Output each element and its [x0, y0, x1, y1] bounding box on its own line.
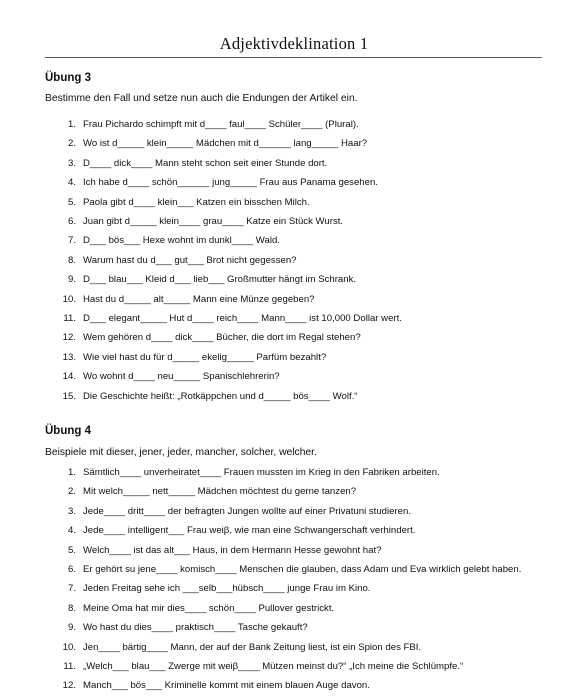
ubung4-heading: Übung 4: [45, 425, 91, 437]
item-text: Wie viel hast du für d_____ ekelig_____ Parfüm bezahlt?: [83, 351, 327, 363]
item-number: 11.: [63, 313, 76, 324]
item-text: Meine Oma hat mir dies____ schön____ Pullover gestrickt.: [83, 602, 335, 614]
item-text: Die Geschichte heißt: „Rotkäppchen und d_____ bös____ Wolf.“: [83, 390, 358, 402]
item-number: 5.: [67, 196, 76, 208]
item-number: 10.: [62, 641, 76, 653]
item-text: Jeden Freitag sehe ich ___selb___hübsch____ junge Frau im Kino.: [83, 583, 371, 595]
title-divider: [45, 57, 542, 58]
item-number: 13.: [62, 351, 76, 363]
item-text: „Welch___ blau___ Zwerge mit weiβ____ Mützen meinst du?“ „Ich meine die Schlümpfe.“: [83, 661, 464, 672]
ubung3-instruction: Bestimme den Fall und setze nun auch die Endungen der Artikel ein.: [45, 93, 358, 104]
item-number: 12.: [62, 680, 76, 692]
item-text: Juan gibt d_____ klein____ grau____ Katze ein Stück Wurst.: [83, 216, 344, 227]
item-number: 7.: [67, 583, 76, 595]
item-text: Hast du d_____ alt_____ Mann eine Münze gegeben?: [83, 293, 315, 305]
item-text: Wo hast du dies____ praktisch____ Tasche gekauft?: [83, 622, 308, 634]
item-number: 8.: [67, 254, 76, 266]
item-text: Er gehört su jene____ komisch____ Menschen die glauben, dass Adam und Eva wirklich gelebt haben.: [83, 564, 522, 575]
item-number: 10.: [62, 293, 76, 305]
item-text: D____ dick____ Mann steht schon seit einer Stunde dort.: [83, 157, 328, 169]
item-number: 6.: [67, 564, 76, 575]
item-text: Wem gehören d____ dick____ Bücher, die dort im Regal stehen?: [83, 332, 361, 344]
item-number: 8.: [67, 602, 76, 614]
item-text: Paola gibt d____ klein___ Katzen ein bisschen Milch.: [83, 196, 310, 208]
item-text: Sämtlich____ unverheiratet____ Frauen mussten im Krieg in den Fabriken arbeiten.: [83, 467, 440, 478]
item-number: 9.: [67, 274, 76, 286]
page-title: Adjektivdeklination 1: [219, 34, 369, 53]
item-text: Jede____ intelligent___ Frau weiβ, wie man eine Schwangerschaft verhindert.: [83, 525, 416, 537]
item-text: Ich habe d____ schön______ jung_____ Frau aus Panama gesehen.: [83, 177, 378, 189]
item-number: 1.: [67, 467, 76, 478]
item-text: Jede____ dritt____ der befragten Jungen wollte auf einer Privatuni studieren.: [83, 505, 412, 517]
item-number: 4.: [67, 177, 76, 189]
item-text: D___ elegant_____ Hut d____ reich____ Mann____ ist 10,000 Dollar wert.: [83, 313, 402, 324]
item-number: 6.: [67, 216, 76, 227]
item-number: 12.: [62, 332, 76, 344]
item-number: 1.: [67, 119, 76, 130]
item-text: Jen____ bärtig____ Mann, der auf der Bank Zeitung liest, ist ein Spion des FBI.: [83, 641, 422, 653]
item-number: 2.: [67, 486, 76, 498]
item-text: Wo ist d_____ klein_____ Mädchen mit d______ lang_____ Haar?: [83, 138, 368, 150]
item-text: Wo wohnt d____ neu_____ Spanischlehrerin?: [83, 371, 280, 383]
item-number: 14.: [62, 371, 76, 383]
item-number: 9.: [67, 622, 76, 634]
item-number: 3.: [67, 157, 76, 169]
item-text: D___ blau___ Kleid d___ lieb___ Großmutter hängt im Schrank.: [83, 274, 357, 286]
item-text: Warum hast du d___ gut___ Brot nicht gegessen?: [83, 254, 297, 266]
item-text: D___ bös___ Hexe wohnt im dunkl____ Wald.: [83, 235, 280, 247]
item-number: 11.: [63, 661, 76, 672]
item-text: Frau Pichardo schimpft mit d____ faul____ Schüler____ (Plural).: [83, 119, 359, 130]
item-number: 4.: [67, 525, 76, 537]
ubung3-heading: Übung 3: [45, 72, 91, 84]
item-number: 5.: [67, 544, 76, 556]
item-text: Welch____ ist das alt___ Haus, in dem Hermann Hesse gewohnt hat?: [83, 544, 382, 556]
item-number: 7.: [67, 235, 76, 247]
item-text: Manch___ bös___ Kriminelle kommt mit einem blauen Auge davon.: [83, 680, 370, 692]
item-number: 3.: [67, 505, 76, 517]
ubung4-instruction: Beispiele mit dieser, jener, jeder, mancher, solcher, welcher.: [45, 447, 317, 458]
item-number: 2.: [67, 138, 76, 150]
item-text: Mit welch_____ nett_____ Mädchen möchtest du gerne tanzen?: [83, 486, 357, 498]
item-number: 15.: [62, 390, 76, 402]
